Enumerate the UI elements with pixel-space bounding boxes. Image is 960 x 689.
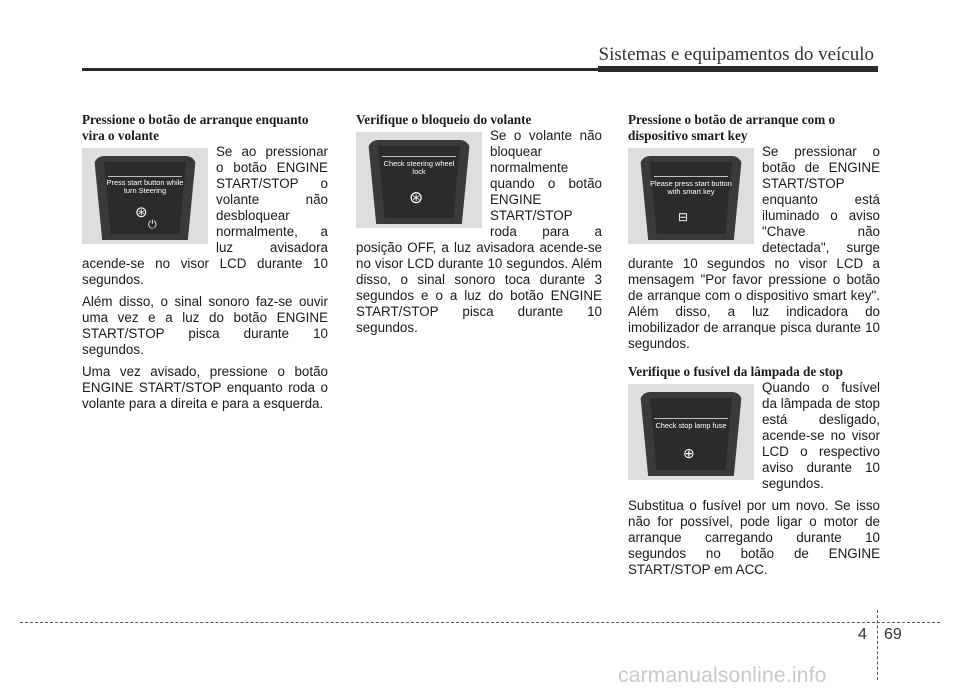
- page-header-title: Sistemas e equipamentos do veículo: [598, 44, 874, 65]
- section-paragraph: Uma vez avisado, pressione o botão ENGINE START/STOP enquanto roda o volante para a direita e para a esquerda.: [82, 364, 328, 411]
- lcd-message: Check steering wheel lock: [383, 159, 455, 176]
- lcd-warning-image: [356, 132, 482, 228]
- section-heading: Verifique o fusível da lâmpada de stop: [628, 364, 843, 379]
- section-paragraph: Além disso, o sinal sonoro faz-se ouvir uma vez e a luz do botão ENGINE START/STOP pisca durante 10 segundos.: [82, 294, 328, 357]
- header-rule-accent: [598, 66, 878, 72]
- section-paragraph: Se o volante não bloquear normalmente quando o botão ENGINE START/STOP roda para a posição OFF, a luz avisadora acende-se no visor LCD durante 10 segundos. Além disso, o sinal sonoro toca durante 3 segundos e o a luz do botão ENGINE START/STOP pisca durante 10 segundos.: [356, 128, 602, 335]
- lcd-panel: [628, 384, 754, 480]
- column-1: [82, 112, 328, 418]
- section-heading: Pressione o botão de arranque enquanto vira o volante: [82, 112, 309, 143]
- watermark: carmanualsonline.info: [618, 664, 827, 687]
- column-2: [356, 112, 602, 342]
- page-number: 69: [884, 626, 902, 643]
- footer-divider: [877, 610, 878, 680]
- lcd-panel: [628, 148, 754, 244]
- steering-wheel-icon: ⊛: [135, 204, 148, 221]
- lcd-panel: [82, 148, 208, 244]
- steering-wheel-warning-icon: ⊛: [409, 188, 424, 207]
- lcd-message: Press start button while turn Steering: [106, 178, 184, 195]
- section-paragraph: Quando o fusível da lâmpada de stop está desligado, acende-se no visor LCD o respectivo aviso durante 10 segundos.: [762, 380, 880, 491]
- section-paragraph: Substitua o fusível por um novo. Se isso não for possível, pode ligar o motor de arranque carregando durante 10 segundos no botão de ENGINE START/STOP em ACC.: [628, 498, 880, 577]
- stop-lamp-icon: ⊕: [683, 445, 695, 461]
- section-heading: Pressione o botão de arranque com o dispositivo smart key: [628, 112, 836, 143]
- start-button-icon: ⏻: [148, 219, 157, 231]
- section-paragraph: Se ao pressionar o botão ENGINE START/STOP o volante não desbloquear normalmente, a luz avisadora acende-se no visor LCD durante 10 segundos.: [82, 144, 328, 287]
- column-3: [628, 112, 880, 584]
- lcd-warning-image: [628, 148, 754, 244]
- section-paragraph: Se pressionar o botão de ENGINE START/STOP enquanto está iluminado o aviso "Chave não detectada", surge durante 10 segundos no visor LCD a mensagem "Por favor pressione o botão de arranque com o dispositivo smart key". Além disso, a luz indicadora do imobilizador de arranque pisca durante 10 segundos.: [628, 144, 880, 351]
- footer-rule: [20, 622, 940, 623]
- lcd-warning-image: [82, 148, 208, 244]
- lcd-warning-image: [628, 384, 754, 480]
- lcd-message: Please press start button with smart key: [650, 179, 732, 196]
- smart-key-icon: ⊟: [678, 210, 689, 224]
- chapter-number: 4: [858, 626, 867, 643]
- lcd-panel: [356, 132, 482, 228]
- section-heading: Verifique o bloqueio do volante: [356, 112, 532, 127]
- lcd-message: Check stop lamp fuse: [655, 421, 727, 430]
